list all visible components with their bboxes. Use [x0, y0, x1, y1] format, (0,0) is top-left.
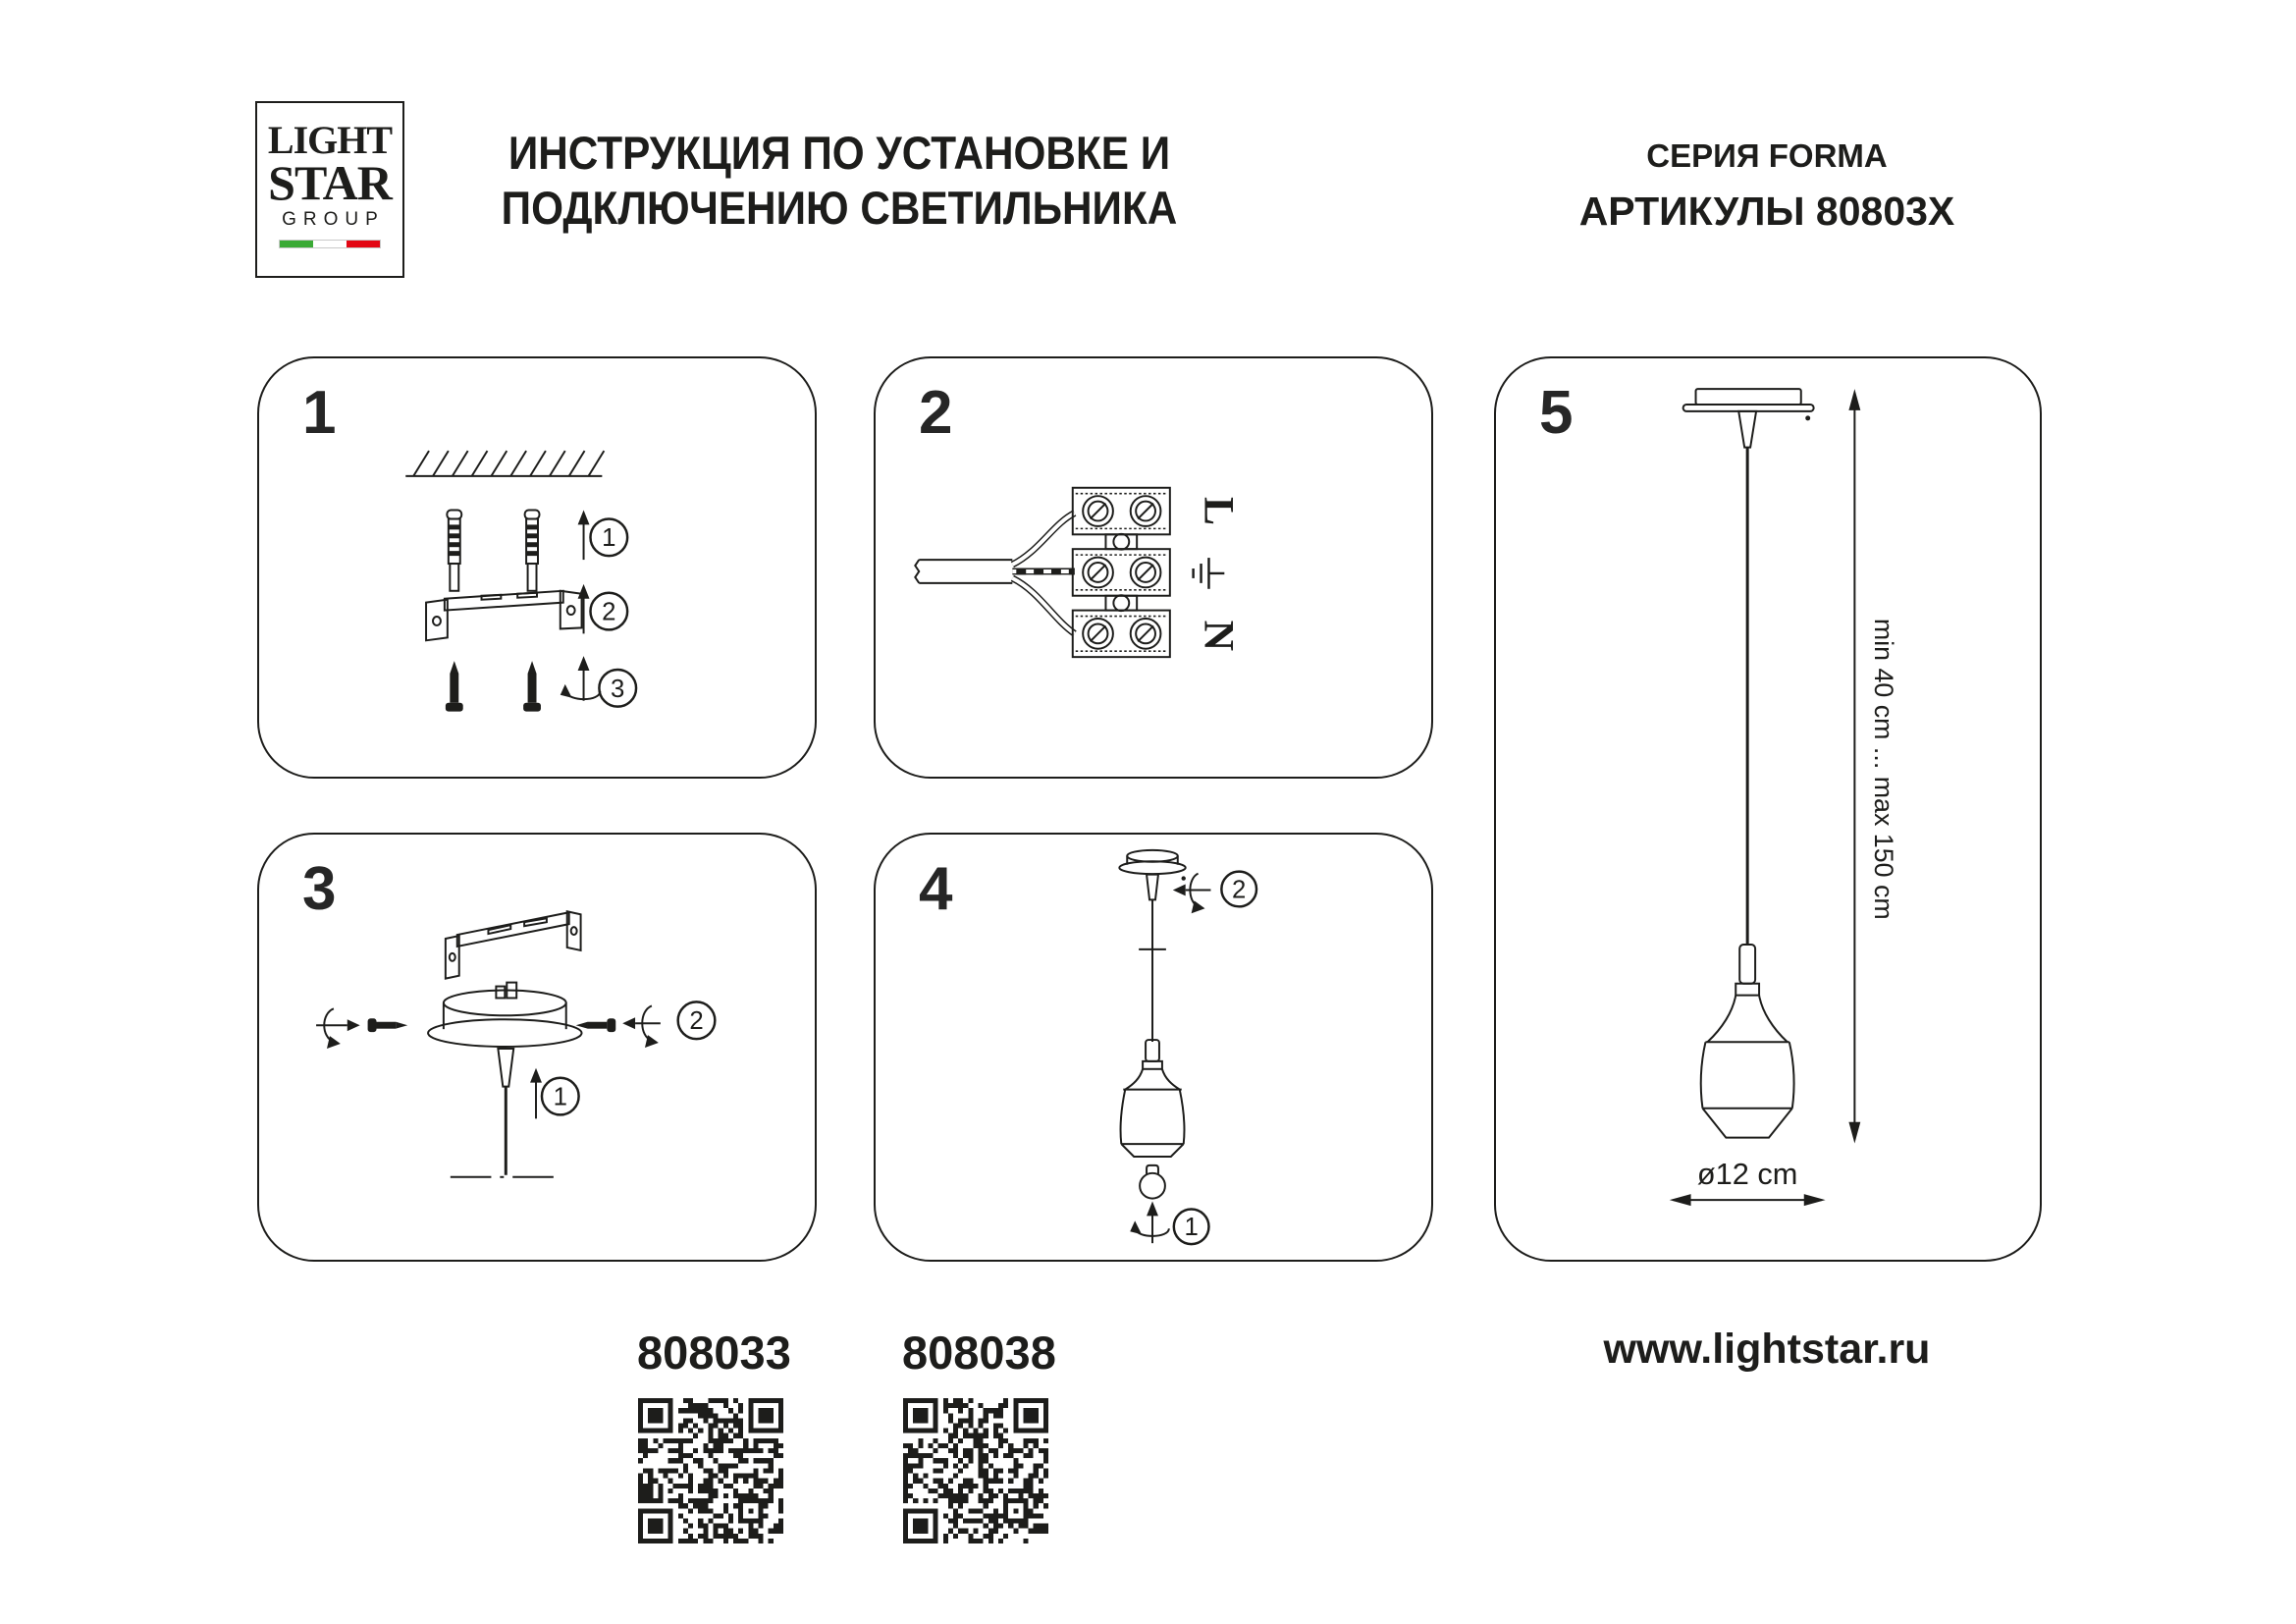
mounting-bracket [426, 591, 582, 641]
flag-white-segment [313, 241, 347, 247]
website-url: www.lightstar.ru [1603, 1326, 1931, 1373]
diameter-dimension [1670, 1157, 1826, 1206]
suspension-cord [498, 1049, 513, 1175]
shade-holder [1739, 945, 1755, 984]
step-badge-1 [590, 518, 627, 556]
step-badge-2 [678, 1001, 716, 1039]
svg-text:2: 2 [602, 598, 616, 626]
screw-right [576, 1018, 616, 1032]
rotate-icon [561, 656, 601, 701]
lightstar-logo [255, 101, 404, 278]
step-badge-1 [1174, 1209, 1209, 1244]
rotate-icon-right [622, 1005, 661, 1048]
series-name: СЕРИЯ FORMA [1646, 137, 1888, 174]
canopy [1119, 850, 1186, 881]
ceiling-cup [428, 983, 582, 1047]
cord-grip [1738, 411, 1756, 448]
rotate-icon [1173, 874, 1211, 914]
terminal-block [1073, 488, 1170, 657]
svg-text:3: 3 [611, 675, 625, 703]
light-bulb [1140, 1165, 1165, 1199]
step2-diagram [876, 358, 1431, 777]
svg-text:1: 1 [553, 1083, 567, 1111]
mounting-bracket [446, 911, 581, 978]
logo-word-light: LIGHT [267, 118, 393, 162]
panel-number: 4 [919, 855, 953, 923]
step3-diagram [259, 835, 815, 1260]
svg-text:1: 1 [602, 524, 616, 553]
wall-plug [447, 511, 461, 591]
article-number: 808038 [902, 1326, 1056, 1379]
qr-code [903, 1398, 1048, 1543]
panel-number: 3 [302, 855, 337, 923]
power-cable [915, 514, 1074, 634]
panel-number: 1 [302, 379, 337, 447]
svg-text:2: 2 [1232, 876, 1247, 904]
step-arrow-up [530, 1068, 542, 1119]
step1-diagram [259, 358, 815, 777]
svg-text:1: 1 [1184, 1214, 1199, 1242]
rotate-icon-bulb [1130, 1202, 1169, 1244]
rotate-icon-left [316, 1008, 360, 1049]
panel-number: 5 [1539, 379, 1574, 447]
panel-step-1 [257, 356, 817, 779]
panel-step-5 [1494, 356, 2042, 1262]
earth-symbol [1194, 558, 1225, 589]
flag-green-segment [280, 241, 313, 247]
step-arrow-up [578, 511, 590, 561]
diameter-dimension-label: ø12 cm [1696, 1157, 1798, 1192]
step-badge-3 [599, 670, 636, 707]
panel-step-3 [257, 833, 817, 1262]
ceiling-plate [1683, 389, 1814, 420]
logo-word-group: GROUP [282, 209, 385, 230]
step5-diagram [1496, 358, 2040, 1260]
screw [523, 661, 541, 712]
height-dimension-label: min 40 cm ... max 150 cm [1869, 618, 1899, 920]
step-arrow-up [578, 584, 590, 634]
page-title-line1: ИНСТРУКЦИЯ ПО УСТАНОВКЕ И [507, 127, 1171, 179]
label-live: L [1195, 497, 1243, 526]
article-number: 808033 [637, 1326, 791, 1379]
panel-number: 2 [919, 379, 953, 447]
svg-text:2: 2 [689, 1007, 704, 1036]
flag-red-segment [347, 241, 380, 247]
label-neutral: N [1195, 620, 1243, 652]
cord-grip [1147, 875, 1158, 900]
articles-heading: АРТИКУЛЫ 80803X [1578, 189, 1955, 234]
pendant-shade [1701, 984, 1794, 1138]
page-title [455, 126, 1224, 236]
qr-code [638, 1398, 783, 1543]
panel-step-2 [874, 356, 1433, 779]
page-title-line2: ПОДКЛЮЧЕНИЮ СВЕТИЛЬНИКА [501, 182, 1178, 234]
step-badge-1 [542, 1078, 579, 1115]
panel-step-4 [874, 833, 1433, 1262]
height-dimension [1848, 389, 1898, 1143]
step4-diagram [876, 835, 1431, 1260]
italian-flag-bar [279, 240, 381, 248]
logo-word-star: STAR [268, 155, 392, 210]
step-badge-2 [1221, 872, 1256, 907]
screw [446, 661, 463, 712]
screw-left [368, 1018, 408, 1032]
lamp-shade [1121, 1040, 1185, 1157]
step-badge-2 [590, 593, 627, 630]
ceiling-hatch [405, 451, 604, 476]
wall-plug [525, 511, 540, 591]
